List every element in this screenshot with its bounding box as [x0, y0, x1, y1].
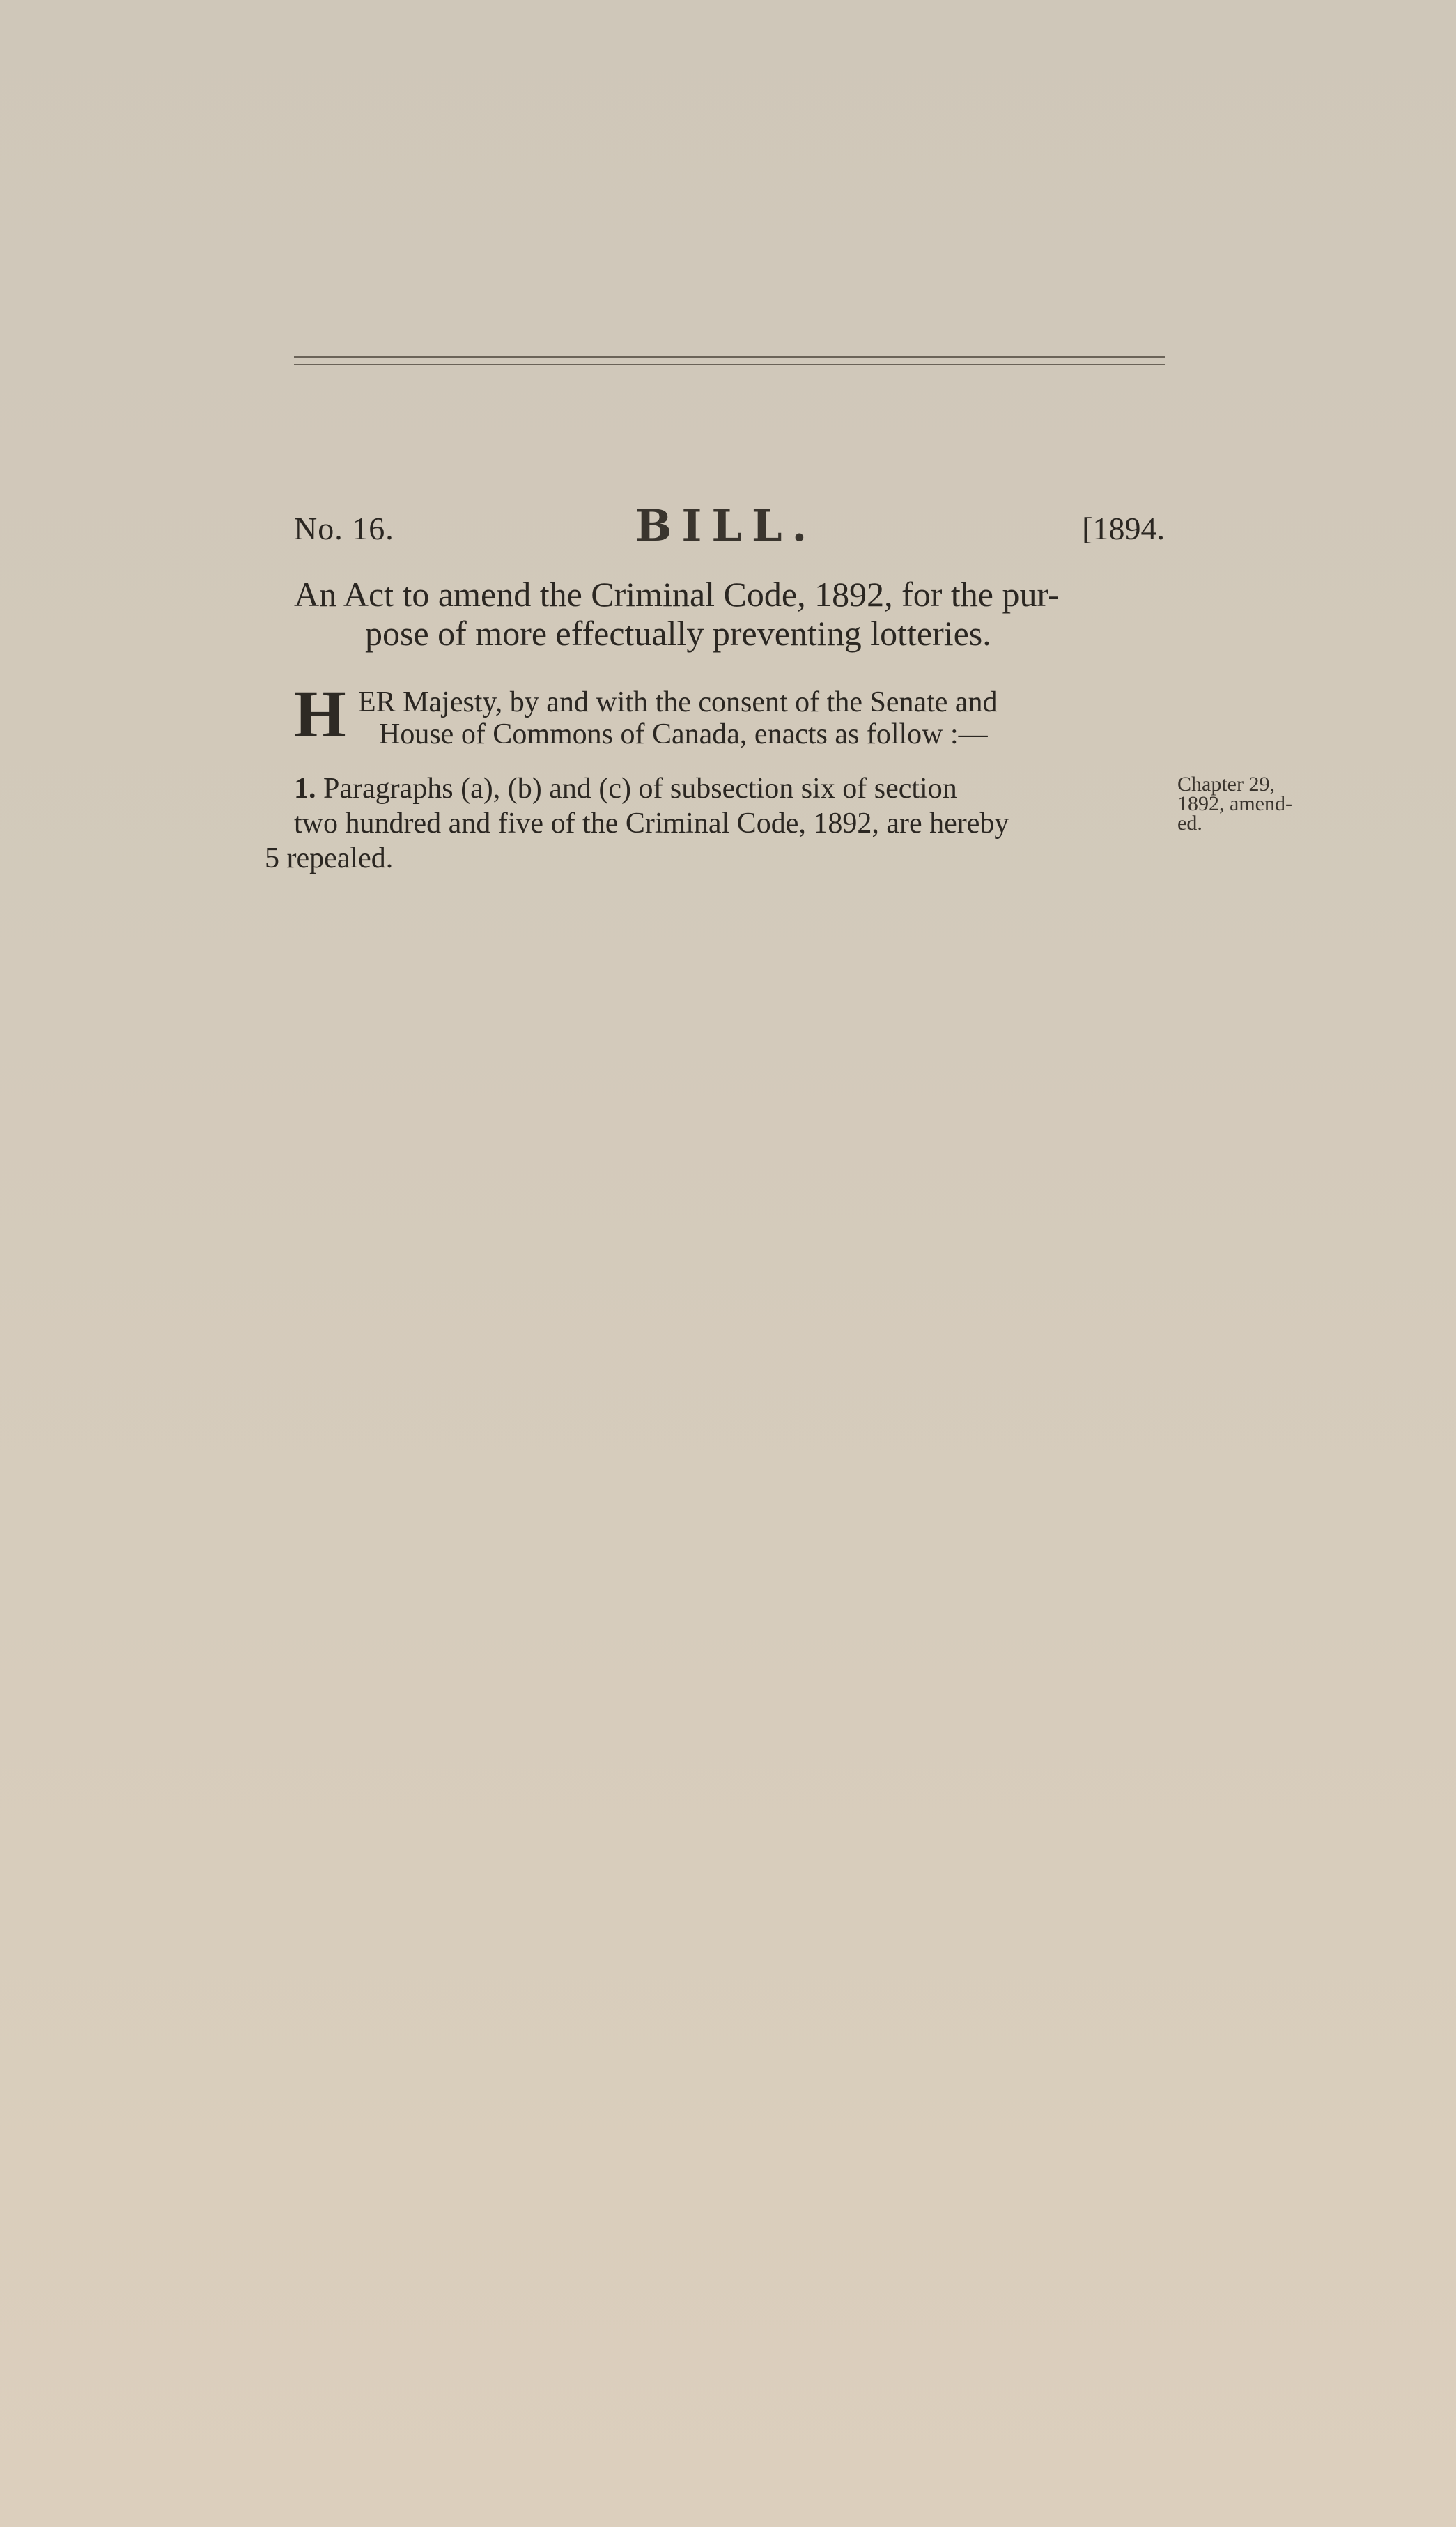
section-1-line-1-text: Paragraphs (a), (b) and (c) of subsection six of section [323, 773, 957, 805]
section-1-line-3: 5 repealed. [265, 842, 394, 874]
bill-number: No. 16. [294, 511, 394, 546]
section-1 [265, 771, 1165, 876]
act-title [294, 575, 1165, 653]
margin-note-line-2: 1892, amend- [1177, 792, 1292, 815]
top-rule-thin [294, 364, 1165, 365]
bill-header [294, 500, 1165, 556]
section-number: 1. [294, 773, 316, 805]
section-1-line-1 [265, 771, 1165, 806]
enacting-clause-line-1: ER Majesty, by and with the consent of the Senate and [358, 686, 998, 718]
act-title-line-2: pose of more effectually preventing lotteries. [365, 614, 991, 653]
enacting-clause-line-2: House of Commons of Canada, enacts as follow :— [379, 718, 988, 750]
margin-note-line-3: ed. [1177, 812, 1202, 835]
act-title-line-1: An Act to amend the Criminal Code, 1892, for the pur- [294, 575, 1060, 614]
enacting-clause [294, 677, 1165, 751]
margin-note [1177, 775, 1317, 833]
top-rule [294, 356, 1165, 358]
bill-title: BILL. [635, 500, 817, 551]
section-1-line-2: two hundred and five of the Criminal Code, 1892, are hereby [294, 807, 1009, 840]
margin-note-line-1: Chapter 29, [1177, 773, 1275, 796]
drop-cap: H [294, 677, 346, 751]
bill-year: [1894. [1082, 511, 1165, 546]
